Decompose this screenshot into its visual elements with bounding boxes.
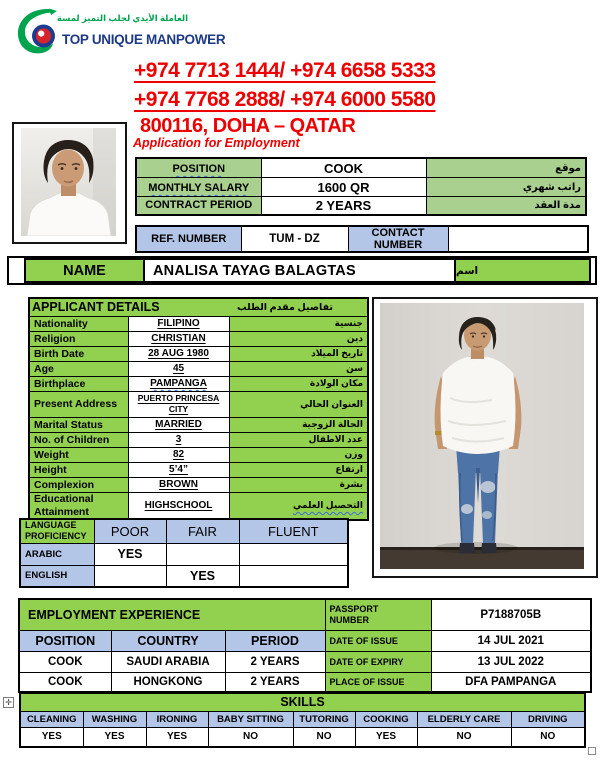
row-arabic: الحالة الزوجية — [229, 417, 368, 432]
row-arabic: سن — [229, 361, 368, 376]
row-value-cell — [128, 346, 229, 361]
skill-column-driving: DRIVING — [511, 711, 585, 727]
contract-label-cell: CONTRACT PERIOD — [136, 197, 261, 215]
skill-value-elderlycare: NO — [417, 727, 511, 747]
phone-numbers-line2: +974 7768 2888/ +974 6000 5580 — [134, 88, 436, 111]
row-label: Educational Attainment — [29, 492, 128, 520]
english-poor-cell — [94, 565, 166, 587]
name-label: NAME — [24, 258, 145, 283]
date-of-issue-value: 14 JUL 2021 — [431, 630, 591, 651]
row-arabic: مكان الولادة — [229, 376, 368, 391]
column-position: POSITION — [19, 630, 111, 651]
row-label: Religion — [29, 331, 128, 346]
contact-number-value — [448, 226, 588, 252]
row-arabic: ارتفاع — [229, 462, 368, 477]
row-value-cell — [128, 376, 229, 391]
employment-experience-title: EMPLOYMENT EXPERIENCE — [19, 599, 325, 630]
row-arabic: عدد الاطفال — [229, 432, 368, 447]
row-value-cell — [128, 432, 229, 447]
position-label-arabic: موقع — [426, 158, 586, 178]
row-value: PUERTO PRINCESA CITY — [137, 392, 220, 414]
row-arabic: دين — [229, 331, 368, 346]
position-label: POSITION — [172, 163, 226, 175]
name-label-arabic: اسم — [456, 258, 591, 283]
arabic-fair-cell — [166, 543, 239, 565]
row-value: FILIPINO — [157, 318, 200, 329]
language-proficiency-header: LANGUAGE PROFICIENCY — [20, 519, 94, 543]
row-value-cell — [128, 462, 229, 477]
arabic-poor-cell: YES — [94, 543, 166, 565]
row-label: Marital Status — [29, 417, 128, 432]
english-fluent-cell — [239, 565, 348, 587]
column-fluent: FLUENT — [239, 519, 348, 543]
position-label-cell — [136, 158, 261, 178]
skill-column-babysitting: BABY SITTING — [208, 711, 293, 727]
salary-label-arabic: راتب شهري — [426, 178, 586, 197]
row-value: 3 — [175, 434, 182, 445]
company-name: TOP UNIQUE MANPOWER — [62, 32, 226, 47]
row-value-cell — [128, 477, 229, 492]
skill-column-cooking: COOKING — [355, 711, 417, 727]
fullbody-illustration — [380, 303, 584, 569]
row-arabic: التحصيل العلمي — [229, 492, 368, 520]
applicant-headshot-photo — [12, 122, 127, 244]
row-value: 45 — [172, 363, 185, 374]
table-move-handle-icon[interactable]: ✛ — [3, 697, 14, 708]
name-banner — [7, 256, 597, 285]
skills-title: SKILLS — [20, 693, 585, 711]
applicant-details-header — [29, 298, 368, 316]
skill-column-elderlycare: ELDERLY CARE — [417, 711, 511, 727]
arabic-fluent-cell — [239, 543, 348, 565]
language-english-label: ENGLISH — [20, 565, 94, 587]
position-value-cell: COOK — [261, 158, 426, 178]
skill-value-driving: NO — [511, 727, 585, 747]
language-arabic-label: ARABIC — [20, 543, 94, 565]
applicant-details-table — [28, 297, 369, 521]
row-label: Nationality — [29, 316, 128, 331]
skills-table — [19, 692, 586, 748]
po-box-address: 800116, DOHA – QATAR — [140, 115, 356, 137]
headshot-illustration — [21, 128, 116, 236]
row-value-cell — [128, 447, 229, 462]
passport-number-label: PASSPORT NUMBER — [325, 599, 431, 630]
salary-label-cell — [136, 178, 261, 197]
row-label: Height — [29, 462, 128, 477]
column-country: COUNTRY — [111, 630, 225, 651]
skill-column-washing: WASHING — [83, 711, 146, 727]
name-value: ANALISA TAYAG BALAGTAS — [145, 258, 456, 283]
skill-value-cleaning: YES — [20, 727, 83, 747]
experience-position: COOK — [19, 672, 111, 692]
column-fair: FAIR — [166, 519, 239, 543]
applicant-details-title-arabic: تفاصيل مقدم الطلب — [237, 301, 334, 313]
ref-number-value: TUM - DZ — [241, 226, 348, 252]
company-tagline-arabic: العاملة الأيدي لجلب التميز لمسة — [56, 13, 188, 23]
row-value: PAMPANGA — [150, 378, 207, 389]
date-of-expiry-value: 13 JUL 2022 — [431, 651, 591, 672]
ref-number-label: REF. NUMBER — [136, 226, 241, 252]
applicant-fullbody-photo — [372, 297, 598, 578]
row-arabic: وزن — [229, 447, 368, 462]
position-table — [135, 157, 587, 216]
form-title: Application for Employment — [133, 136, 300, 150]
row-value: HIGHSCHOOL — [144, 500, 213, 512]
contract-label-arabic: مدة العقد — [426, 197, 586, 215]
skill-value-babysitting: NO — [208, 727, 293, 747]
row-arabic: جنسية — [229, 316, 368, 331]
experience-period: 2 YEARS — [225, 651, 325, 672]
contract-value-cell: 2 YEARS — [261, 197, 426, 215]
experience-country: HONGKONG — [111, 672, 225, 692]
skill-value-cooking: YES — [355, 727, 417, 747]
applicant-details-title: APPLICANT DETAILS — [32, 300, 160, 315]
skill-column-ironing: IRONING — [146, 711, 208, 727]
skill-value-ironing: YES — [146, 727, 208, 747]
experience-country: SAUDI ARABIA — [111, 651, 225, 672]
column-period: PERIOD — [225, 630, 325, 651]
row-label: No. of Children — [29, 432, 128, 447]
row-arabic: بشرة — [229, 477, 368, 492]
skill-column-tutoring: TUTORING — [293, 711, 355, 727]
place-of-issue-label: PLACE OF ISSUE — [325, 672, 431, 692]
row-arabic: تاريخ الميلاد — [229, 346, 368, 361]
date-of-issue-label: DATE OF ISSUE — [325, 630, 431, 651]
skill-value-washing: YES — [83, 727, 146, 747]
row-value-cell — [128, 417, 229, 432]
row-value: MARRIED — [155, 419, 202, 430]
row-label: Birthplace — [29, 376, 128, 391]
row-label: Weight — [29, 447, 128, 462]
row-label: Birth Date — [29, 346, 128, 361]
salary-label: MONTHLY SALARY — [148, 182, 250, 194]
employment-experience-table — [18, 598, 592, 693]
row-value: 28 AUG 1980 — [148, 348, 209, 359]
skill-column-cleaning: CLEANING — [20, 711, 83, 727]
row-value-cell — [128, 492, 229, 520]
skill-value-tutoring: NO — [293, 727, 355, 747]
row-label: Present Address — [29, 391, 128, 417]
salary-value-cell: 1600 QR — [261, 178, 426, 197]
reference-row — [135, 225, 589, 253]
date-of-expiry-label: DATE OF EXPIRY — [325, 651, 431, 672]
language-proficiency-table — [19, 518, 349, 588]
row-value: BROWN — [159, 479, 198, 490]
row-value: CHRISTIAN — [151, 333, 206, 344]
row-value-cell — [128, 361, 229, 376]
phone-numbers-line1: +974 7713 1444/ +974 6658 5333 — [134, 59, 436, 82]
row-label: Complexion — [29, 477, 128, 492]
passport-number-value: P7188705B — [431, 599, 591, 630]
contact-number-label: CONTACT NUMBER — [348, 226, 448, 252]
row-value-cell — [128, 331, 229, 346]
place-of-issue-value: DFA PAMPANGA — [431, 672, 591, 692]
row-value-cell — [128, 391, 229, 417]
experience-period: 2 YEARS — [225, 672, 325, 692]
row-value-cell — [128, 316, 229, 331]
row-arabic: العنوان الحالي — [229, 391, 368, 417]
row-label: Age — [29, 361, 128, 376]
english-fair-cell: YES — [166, 565, 239, 587]
experience-position: COOK — [19, 651, 111, 672]
table-resize-handle[interactable] — [588, 747, 596, 755]
row-value: 82 — [172, 449, 185, 460]
row-value: 5’4” — [169, 464, 188, 475]
column-poor: POOR — [94, 519, 166, 543]
